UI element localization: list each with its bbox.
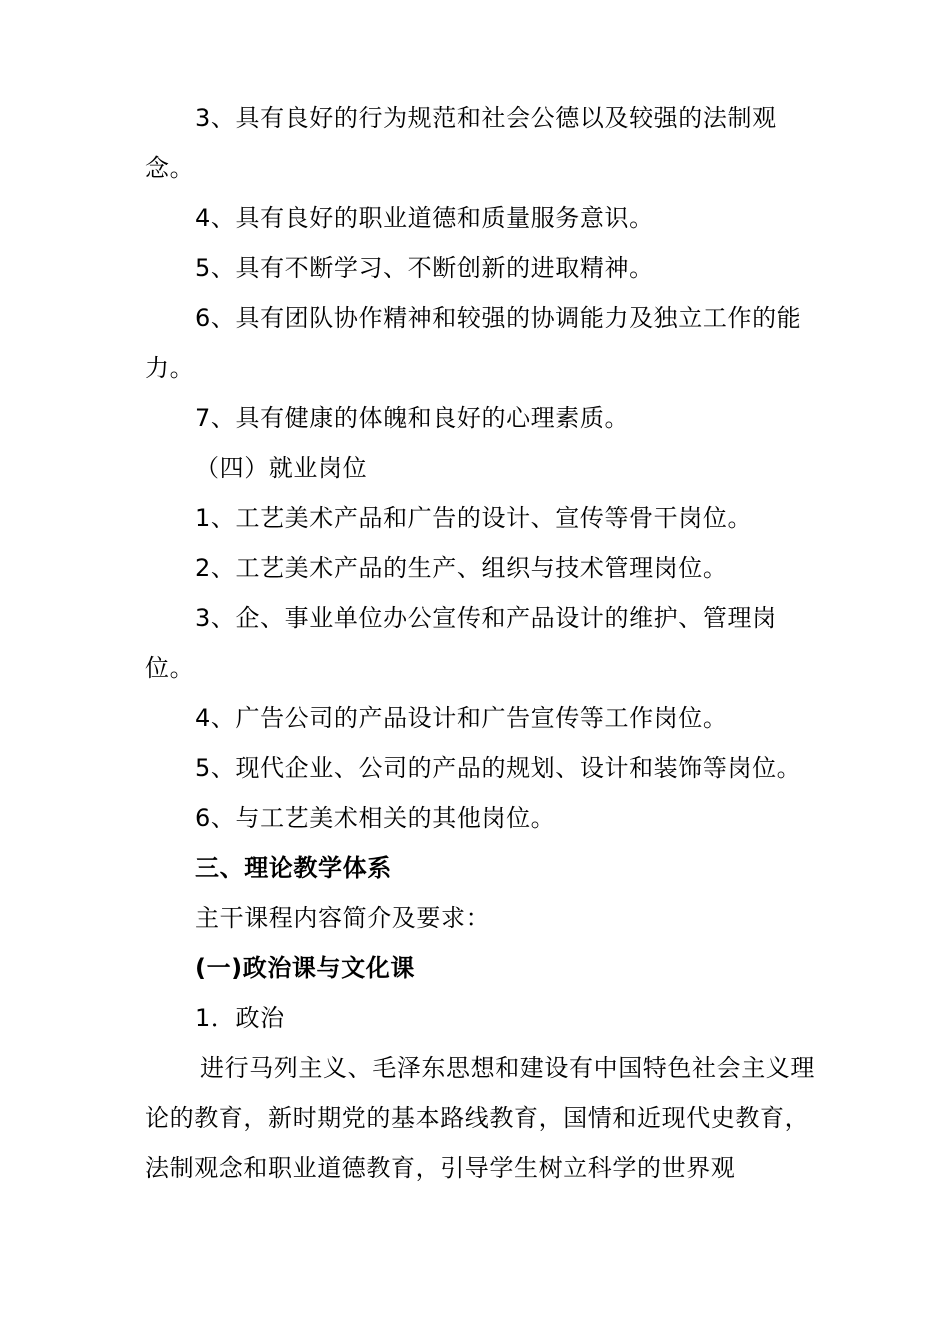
paragraph-job-3: 3、企、事业单位办公宣传和产品设计的维护、管理岗位。	[145, 604, 777, 682]
item-heading-politics: 1．政治	[195, 1004, 285, 1032]
section-heading-theory: 三、理论教学体系	[195, 854, 392, 882]
paragraph-job-4: 4、广告公司的产品设计和广告宣传等工作岗位。	[195, 704, 728, 732]
subsection-heading-politics-culture: (一)政治课与文化课	[195, 954, 415, 982]
paragraph-quality-4: 4、具有良好的职业道德和质量服务意识。	[195, 204, 654, 232]
paragraph-job-1: 1、工艺美术产品和广告的设计、宣传等骨干岗位。	[195, 504, 753, 532]
paragraph-job-5: 5、现代企业、公司的产品的规划、设计和装饰等岗位。	[195, 754, 802, 782]
paragraph-quality-3: 3、具有良好的行为规范和社会公德以及较强的法制观念。	[145, 104, 777, 182]
paragraph-quality-7: 7、具有健康的体魄和良好的心理素质。	[195, 404, 630, 432]
paragraph-quality-5: 5、具有不断学习、不断创新的进取精神。	[195, 254, 654, 282]
paragraph-quality-6: 6、具有团队协作精神和较强的协调能力及独立工作的能力。	[145, 304, 802, 382]
paragraph-job-2: 2、工艺美术产品的生产、组织与技术管理岗位。	[195, 554, 728, 582]
paragraph-job-6: 6、与工艺美术相关的其他岗位。	[195, 804, 556, 832]
paragraph-courses-intro: 主干课程内容简介及要求：	[195, 904, 491, 932]
section-heading-employment: （四）就业岗位	[195, 454, 368, 482]
paragraph-politics-body: 进行马列主义、毛泽东思想和建设有中国特色社会主义理论的教育，新时期党的基本路线教育，国情和近现代史教育，法制观念和职业道德教育，引导学生树立科学的世界观	[145, 1054, 815, 1182]
